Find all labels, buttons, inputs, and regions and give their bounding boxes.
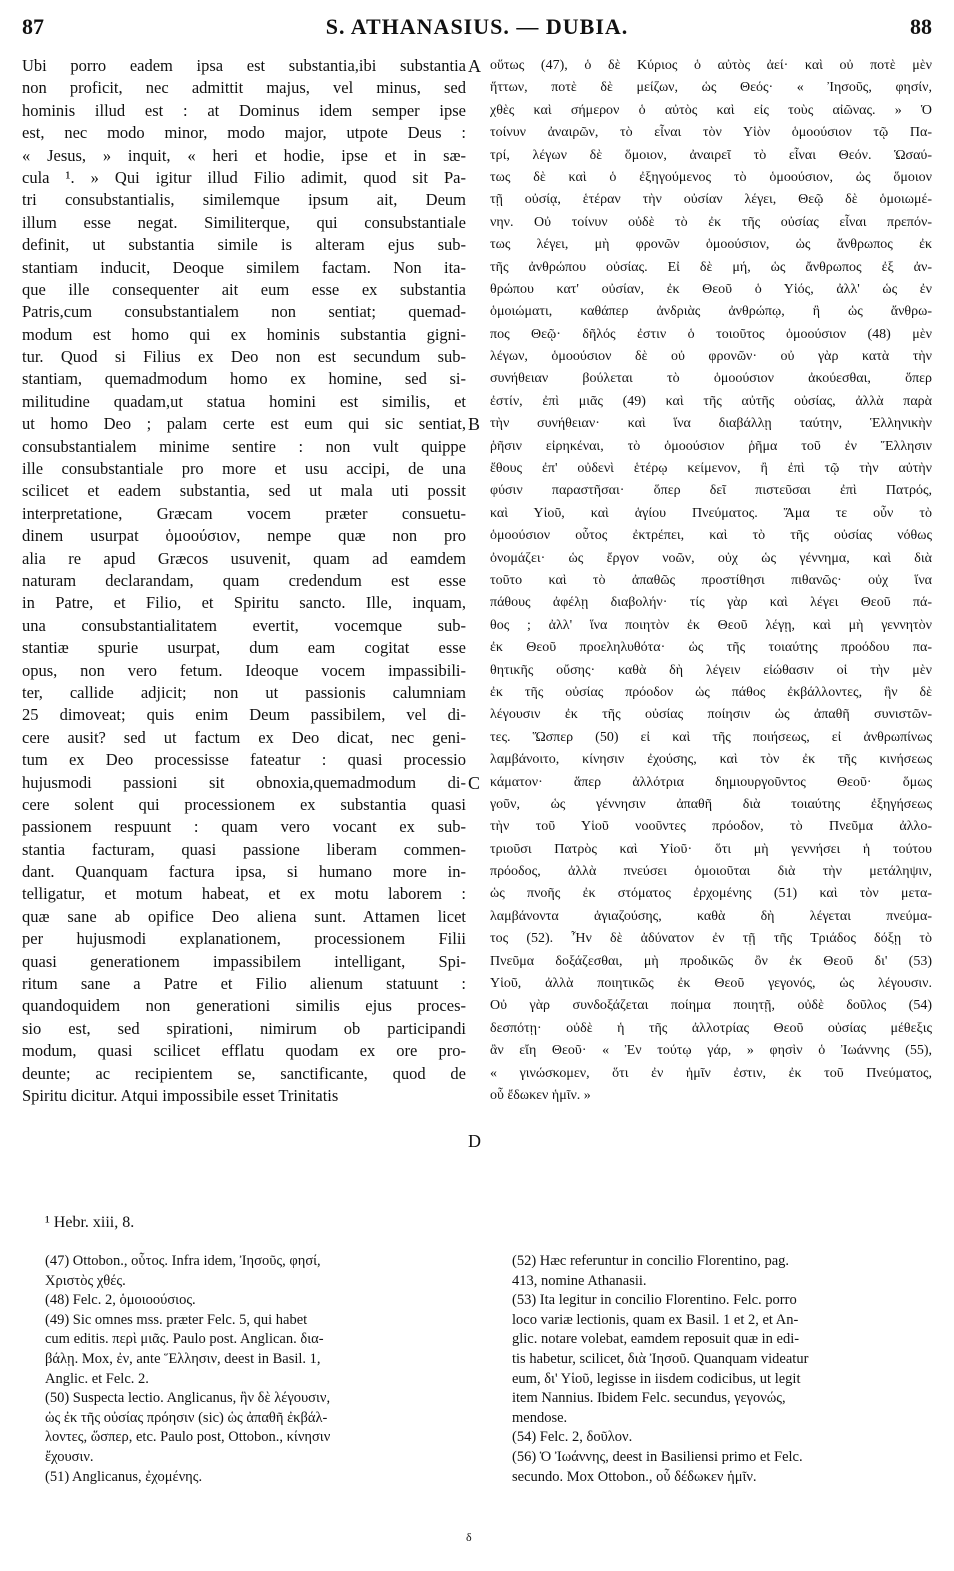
left-column-line: Ubi porro eadem ipsa est substantia,ibi substantia <box>22 56 466 75</box>
notes-right-line: loco variæ lectionis, quam ex Basil. 1 et 2, et An- <box>512 1311 799 1328</box>
right-column-line: τὴν τοῦ Υἱοῦ νοοῦντες πρόοδον, τὸ Πνεῦμα ἀλλο- <box>490 819 932 835</box>
notes-left-line: ἔχουσιν. <box>45 1448 94 1465</box>
right-column-line: θητικῆς οὔσης· καθὰ δὴ λέγειν εἰώθασιν οἱ τὴν μὲν <box>490 662 932 678</box>
right-column-line: Υἱοῦ, ἀλλὰ ποιητικῶς ἐκ Θεοῦ γεγονός, ὡς λέγουσιν. <box>490 976 932 992</box>
margin-marker-c: C <box>468 773 481 793</box>
signature-mark: δ <box>466 1530 472 1544</box>
right-column-line: νην. Οὐ τοίνυν οὐδὲ τὸ ἐκ τῆς οὐσίας εἶναι πρεπόν- <box>490 214 932 230</box>
page-header <box>22 14 932 44</box>
left-column-line: que ille consequenter ait eum esse ex substantia <box>22 279 466 299</box>
left-column-line: non proficit, nec admittit majus, vel minus, sed <box>22 78 466 98</box>
right-column-line: καὶ Υἱοῦ, καὶ ἁγίου Πνεύματος. Ἅμα τε οὖν τὸ <box>490 505 932 521</box>
left-column-line: hominis illud est : at Dominus idem semper ipse <box>22 100 466 120</box>
left-column-line: tur. Quod si Filius ex Deo non est secundum sub- <box>22 347 466 367</box>
left-column-line: 25 dimoveat; quis enim Deum passibilem, vel di- <box>22 705 466 725</box>
left-column-line: tri consubstantialis, similemque ipsum ait, Deum <box>22 190 466 210</box>
left-column-line: modum, quasi scilicet efflatu quodam ex ore pro- <box>22 1041 466 1061</box>
left-column-line: ter, callide adjicit; non ut passionis calumniam <box>22 682 466 702</box>
right-column-line: τως δὲ καὶ ὁ ἐξηγούμενος τὸ ὁμοούσιον, ὡς ὅμοιον <box>490 169 932 185</box>
right-column-line: τοῦτο καὶ τὸ ἀπαθῶς προστίθησι πιθανῶς· οὐχ ἵνα <box>490 572 932 588</box>
right-column-line: ἂν εἴη Θεοῦ· « Ἐν τούτῳ γάρ, » φησὶν ὁ Ἰωάννης (55), <box>490 1043 932 1059</box>
notes-right-line: (52) Hæc referuntur in concilio Florentino, pag. <box>512 1253 790 1269</box>
right-column-line: πος Θεῷ· δῆλός ἐστιν ὁ τοιοῦτος ὁμοούσιον (48) μὲν <box>490 326 932 342</box>
right-column-line: ἐστίν, ἐπὶ μιᾶς (49) καὶ τῆς αὐτῆς οὐσίας, ἀλλὰ παρὰ <box>490 393 932 409</box>
latin-column <box>22 55 466 1107</box>
right-column-line: Πνεῦμα δοξάζεσθαι, μὴ προδικῶς ὂν ἐκ Θεοῦ δι' (53) <box>490 953 932 969</box>
right-column-line: Οὐ γὰρ συνδοξάζεται ποίημα ποιητῇ, οὐδὲ δοῦλος (54) <box>490 998 932 1014</box>
right-column-line: τως λέγει, μὴ φρονῶν ὁμοούσιον, ὡς ἄνθρωπος ἐκ <box>490 237 932 253</box>
left-column-line: telligatur, et motum habeat, et ex motu laborem : <box>22 884 466 904</box>
notes-right-line: item Nannius. Ibidem Felc. secundus, γεγονώς, <box>512 1390 786 1407</box>
right-column-line: θος ; ἀλλ' ἵνα ποιητὸν ἐκ Θεοῦ λέγῃ, καὶ μὴ γεννητὸν <box>490 617 932 633</box>
margin-marker-a: A <box>468 56 481 76</box>
right-column-line: ὁμοούσιον οὗτος ἐκτρέπει, καὶ τὸ τῆς οὐσίας νόθως <box>490 528 932 544</box>
left-column-line: opus, non vero fetum. Ideoque vocem impassibili- <box>22 660 466 680</box>
right-column-line: λέγουσιν ἐκ τῆς οὐσίας ποίησιν ὡς ἀπαθῆ συνιστῶν- <box>490 707 932 723</box>
notes-left-line: Χριστὸς χθές. <box>45 1272 126 1289</box>
left-column-line: in Patre, et Filio, et Spiritu sancto. Ille, inquam, <box>22 593 466 613</box>
left-column-line: dinem usurpat ὁμοούσιον, nempe quæ non pro <box>22 526 466 546</box>
left-column-line: passionem respuunt : quam vero vocant ex sub- <box>22 817 466 837</box>
left-column-line: hujusmodi passioni sit obnoxia,quemadmodum di- <box>22 772 466 792</box>
right-column-line: ἥττων, ποτὲ δὲ μείζων, ὡς Θεός· « Ἰησοῦς, φησίν, <box>490 80 932 96</box>
notes-left-line: (51) Anglicanus, ἐχομένης. <box>45 1468 203 1485</box>
right-column-line: τῆς ἀνθρώπου οὐσίας. Εἰ δὲ μή, ὡς ἄνθρωπος ἐξ ἀν- <box>490 259 932 275</box>
right-column-line: ὀνομάζει· ὡς ἔργον νοῶν, οὐχ ὡς γέννημα, καὶ διὰ <box>490 550 932 566</box>
left-column-line: stantiam inducit, Deoque similem factam. Non ita- <box>22 257 466 277</box>
running-title: S. ATHANASIUS. — DUBIA. <box>325 14 629 39</box>
left-column-line: stantiæ spurie usurpat, dum eam cogitat esse <box>22 638 466 658</box>
right-column-line: τῇ οὐσίᾳ, ἑτέραν τὴν οὐσίαν λέγει, Θεῷ δὲ ὁμοιωμέ- <box>490 192 932 208</box>
footnote: ¹ Hebr. xiii, 8. <box>45 1214 135 1231</box>
left-column-line: stantiam, quemadmodum homo ex homine, sed si- <box>22 369 466 389</box>
left-column-line: cula ¹. » Qui igitur illud Filio adimit, quod sit Pa- <box>22 167 466 187</box>
left-column-line: per hujusmodi explanationem, processionem Filii <box>22 929 466 949</box>
right-column-line: συνήθειαν βούλεται τὸ ὁμοούσιον ἀκούεσθαι, ὅπερ <box>490 371 932 387</box>
right-column-line: φύσιν παραστῆσαι· ὅπερ δεῖ πιστεῦσαι ἐπὶ Πατρός, <box>490 483 932 499</box>
page-number-right: 88 <box>910 14 932 39</box>
right-column-line: « γινώσκομεν, ὅτι ἐν ἡμῖν ἐστιν, ἐκ τοῦ Πνεύματος, <box>490 1065 932 1081</box>
notes-right <box>512 1252 932 1487</box>
notes-right-line: eum, δι' Υἱοῦ, legisse in iisdem codicibus, ut legit <box>512 1370 801 1387</box>
right-column-line: χθὲς καὶ σήμερον ὁ αὐτὸς καὶ εἰς τοὺς αἰῶνας. » Ὁ <box>490 102 932 118</box>
left-column-line: Patris,cum consubstantialem non sentiat; quemad- <box>22 302 466 322</box>
right-column-line: λέγων, ὁμοούσιον δὲ οὐ φρονῶν· οὐ γὰρ κατὰ τὴν <box>490 349 932 365</box>
notes-left-line: Anglic. et Felc. 2. <box>45 1370 149 1387</box>
notes-right-line: (56) Ὁ Ἰωάννης, deest in Basiliensi primo et Felc. <box>512 1448 803 1465</box>
notes-left-line: (47) Ottobon., οὗτος. Infra idem, Ἰησοῦς, φησί, <box>45 1253 321 1269</box>
left-column-line: definit, ut substantia simile is alteram ejus sub- <box>22 235 466 255</box>
notes-left-line: λοντες, ὥσπερ, etc. Paulo post, Ottobon., κίνησιν <box>45 1429 331 1446</box>
notes-right-line: glic. notare volebat, eamdem reposuit quæ in edi- <box>512 1331 800 1348</box>
right-column-line: οὗ ἔδωκεν ἡμῖν. » <box>490 1087 591 1103</box>
left-column-line: ritum sane a Patre et Filio alienum statuunt : <box>22 974 466 994</box>
right-column-line: δεσπότῃ· οὐδὲ ἡ τῆς ἀλλοτρίας Θεοῦ οὐσίας μέθεξις <box>490 1020 932 1036</box>
left-column-line: modum est homo qui ex hominis substantia gigni- <box>22 324 466 344</box>
notes-right-line: mendose. <box>512 1409 568 1426</box>
left-column-line: dant. Quanquam factura ipsa, si humano more in- <box>22 862 466 882</box>
left-column-line: cere solent qui processionem ex substantia quasi <box>22 794 466 814</box>
right-column-line: τοίνυν ἀναιρῶν, τὸ εἶναι τὸν Υἱὸν ὁμοούσιον τῷ Πα- <box>490 125 932 141</box>
right-column-line: πάθους ἀφέλῃ διαβολήν· τίς γὰρ καὶ λέγει Θεοῦ πά- <box>490 595 932 611</box>
left-column-line: tum ex Deo processisse fateatur : quasi processio <box>22 750 466 770</box>
right-column-line: ῥῆσιν εἰρηκέναι, τὸ ὁμοούσιον ῥῆμα τοῦ ἐν Ἕλλησιν <box>490 438 932 454</box>
right-column-line: λαμβάνοντα ἁγιαζούσης, καθὰ δὴ λέγεται πνεύμα- <box>490 908 932 924</box>
left-column-line: ut homo Deo ; palam certe est eum qui sic sentiat, <box>22 414 466 434</box>
right-column-line: θρώπου κατ' οὐσίαν, ἐκ Θεοῦ ὁ Υἱός, ἀλλ' ὡς ἐν <box>490 281 932 297</box>
left-column-line: naturam declarandam, quam credendum est esse <box>22 570 466 590</box>
left-column-line: stantia facturam, quasi passione liberam commen- <box>22 839 466 859</box>
left-column-line: « Jesus, » inquit, « heri et hodie, ipse et in sæ- <box>22 145 466 165</box>
notes-left-line: (49) Sic omnes mss. præter Felc. 5, qui habet <box>45 1311 308 1328</box>
right-column-line: ὡς πνοῆς ἐκ στόματος ἐρχομένης (51) καὶ τὸν μετα- <box>490 886 932 902</box>
left-column-line: una consubstantialitatem evertit, vocemque sub- <box>22 615 466 635</box>
notes-right-line: secundo. Mox Ottobon., οὗ δέδωκεν ἡμῖν. <box>512 1468 757 1485</box>
notes-left-line: cum editis. περὶ μιᾶς. Paulo post. Anglican. δια- <box>45 1331 324 1348</box>
right-column-line: γοῦν, ὡς γέννησιν ἀπαθῆ διὰ τοιαύτης ἐξηγήσεως <box>490 796 932 812</box>
notes-right-line: (54) Felc. 2, δοῦλον. <box>512 1429 633 1446</box>
right-column-line: τες. Ὥσπερ (50) εἰ καὶ τῆς ποιήσεως, εἰ ἀνθρωπίνως <box>490 729 932 745</box>
notes-right-line: tis habetur, scilicet, διὰ Ἰησοῦ. Quanquam videatur <box>512 1350 809 1367</box>
left-column-line: quasi generationem impassibilem intelligant, Spi- <box>22 951 466 971</box>
left-column-line: interpretatione, Græcam vocem præter consuetu- <box>22 503 466 523</box>
left-column-line: quæ sane ab opifice Deo aliena sunt. Attamen licet <box>22 906 466 926</box>
notes-left-line: (50) Suspecta lectio. Anglicanus, ἣν δὲ λέγουσιν, <box>45 1390 331 1407</box>
left-column-line: cere ausit? sed ut factum ex Deo dicat, nec geni- <box>22 727 466 747</box>
right-column-line: ὁμοιώματι, καθάπερ ἀνδριὰς ἀνθρώπῳ, ἢ ὡς ἄνθρω- <box>490 304 932 320</box>
margin-marker-b: B <box>468 414 481 434</box>
right-column-line: τρί, λέγων δὲ ὅμοιον, ἀναιρεῖ τὸ εἶναι Θεόν. Ὡσαύ- <box>490 147 932 163</box>
notes-left <box>45 1252 470 1487</box>
left-column-line: ille consubstantiale pro more et usu accipi, de una <box>22 459 466 479</box>
left-column-line: militudine quadam,ut statua homini est similis, et <box>22 391 466 411</box>
right-column-line: κάματον· ἅπερ ἀλλότρια δημιουργοῦντος Θεοῦ· ὅμως <box>490 774 932 790</box>
left-column-line: consubstantialem minime sentire : non vult quippe <box>22 436 466 456</box>
right-column-line: ἐκ Θεοῦ προεληλυθότα· ὡς τῆς τοιαύτης προόδου πα- <box>490 640 932 656</box>
right-column-line: τὴν συνήθειαν· καὶ ἵνα διαβάλλῃ ταύτην, Ἑλληνικὴν <box>490 416 932 432</box>
left-column-line: quandoquidem non generationi similis ejus proces- <box>22 996 466 1016</box>
right-column-line: ἔθους ἐπ' οὐδενὶ ἑτέρῳ κείμενον, ἢ ἐπὶ τῷ τὴν αὐτὴν <box>490 461 932 477</box>
notes-left-line: (48) Felc. 2, ὁμοιοούσιος. <box>45 1292 196 1309</box>
left-column-line: sio est, sed spirationi, nimirum ob participandi <box>22 1018 466 1038</box>
notes-right-line: (53) Ita legitur in concilio Florentino. Felc. porro <box>512 1292 797 1309</box>
notes-left-line: βάλῃ. Mox, ἐν, ante Ἕλλησιν, deest in Basil. 1, <box>45 1350 321 1367</box>
greek-column <box>490 55 932 1107</box>
left-column-line: scilicet et eadem substantia, sed ut mala uti possit <box>22 481 466 501</box>
notes-right-line: 413, nomine Athanasii. <box>512 1272 647 1289</box>
left-column-line: est, nec modo minor, modo major, utpote Deus : <box>22 123 466 143</box>
right-column-line: τριοῦσι Πατρὸς καὶ Υἱοῦ· ὅτι μὴ γεννήσει ἡ τούτου <box>490 841 932 857</box>
right-column-line: τος (52). Ἦν δὲ ἀδύνατον ἐν τῇ τῆς Τριάδος δόξῃ τὸ <box>490 931 932 947</box>
right-column-line: λαμβάνοιτο, κίνησιν ἐχούσης, καὶ τὸν ἐκ τῆς κινήσεως <box>490 752 932 768</box>
page-number-left: 87 <box>22 14 44 39</box>
notes-left-line: ὡς ἐκ τῆς οὐσίας πρόησιν (sic) ὡς ἀπαθῆ ἐκβάλ- <box>45 1409 328 1426</box>
margin-marker-d: D <box>468 1131 481 1151</box>
right-column-line: ἐκ τῆς οὐσίας πρόοδον ὡς πάθος ἐκβάλλοντες, ἣν δὲ <box>490 684 932 700</box>
left-column-line: deunte; ac recipientem se, sanctificante, quod de <box>22 1063 466 1083</box>
left-column-line: alia re apud Græcos usuvenit, quam ad eamdem <box>22 548 466 568</box>
right-column-line: οὕτως (47), ὁ δὲ Κύριος ὁ αὐτὸς ἀεί· καὶ οὐ ποτὲ μὲν <box>490 58 932 73</box>
left-column-line: Spiritu dicitur. Atqui impossibile esset Trinitatis <box>22 1085 339 1105</box>
left-column-line: illum esse negat. Similiterque, qui consubstantiale <box>22 212 466 232</box>
right-column-line: πρόοδος, ἀλλὰ πνεύσει ὁμοιοῦται διὰ τὴν μετάληψιν, <box>490 864 932 880</box>
